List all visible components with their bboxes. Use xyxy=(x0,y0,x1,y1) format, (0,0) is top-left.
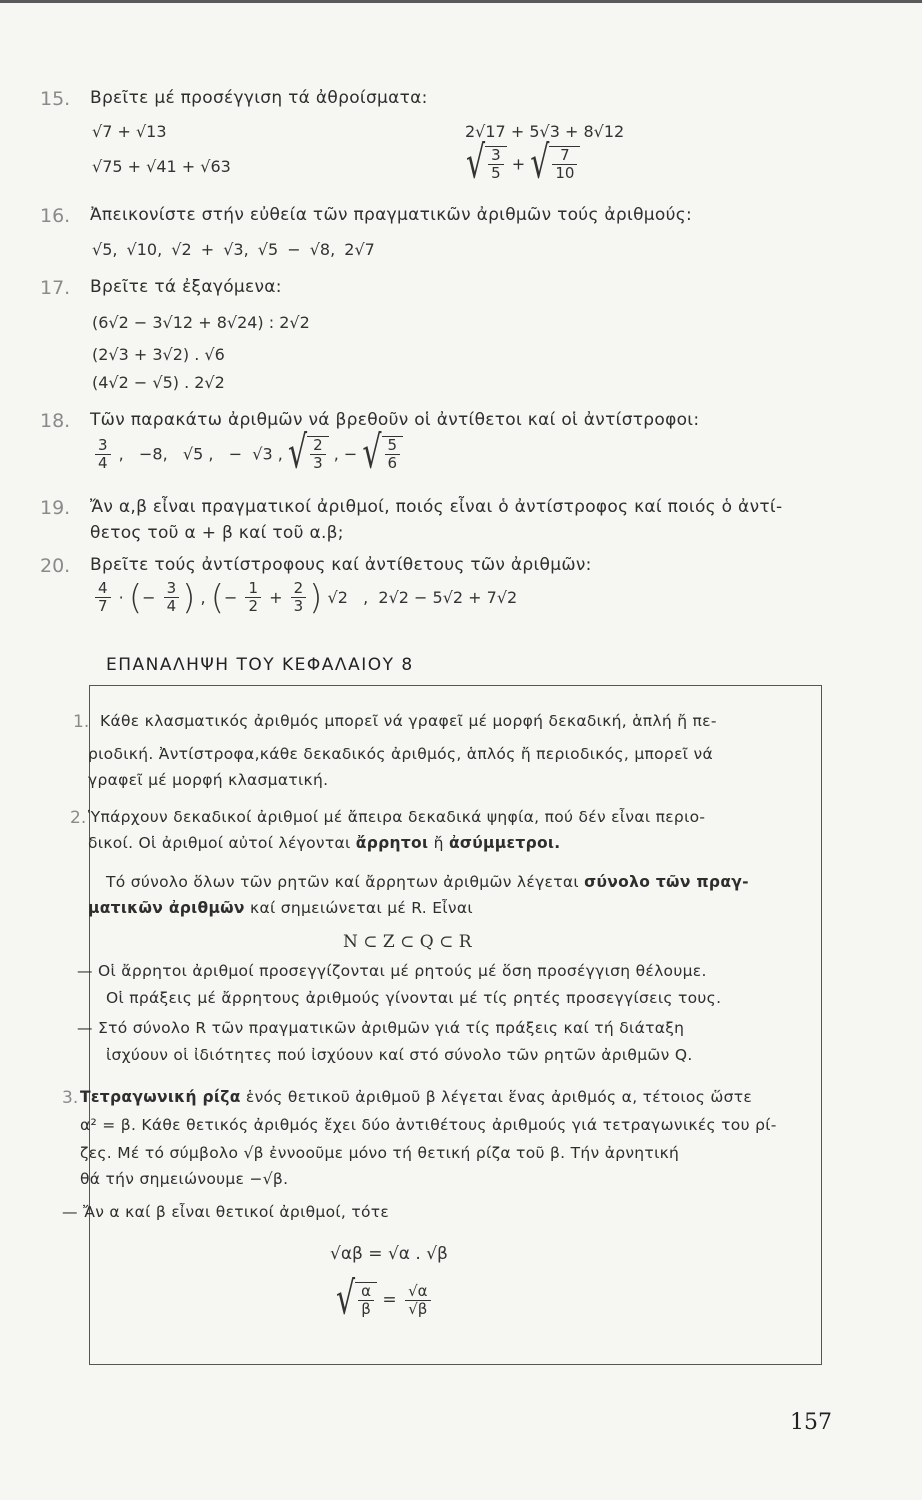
review-point-3-line-2: α² = β. Κάθε θετικός ἀριθμός ἔχει δύο ἀντιθέτους ἀριθμούς γιά τετραγωνικές του ρί- xyxy=(80,1116,777,1134)
exercise-15-number: 15. xyxy=(40,88,71,110)
exercise-15-expr-1: √7 + √13 xyxy=(92,122,167,141)
review-point-3-number: 3. xyxy=(62,1088,79,1108)
review-point-2-dash-2: — Στό σύνολο R τῶν πραγματικῶν ἀριθμῶν γιά τίς πράξεις καί τή διάταξη xyxy=(77,1019,685,1037)
top-edge-rule xyxy=(0,0,922,3)
review-point-2-line-2: δικοί. Οἱ ἀριθμοί αὐτοί λέγονται ἄρρητοι ἤ ἀσύμμετροι. xyxy=(88,834,561,852)
exercise-15-text: Βρεῖτε μέ προσέγγιση τά ἀθροίσματα: xyxy=(90,88,428,108)
exercise-19-text-line-2: θετος τοῦ α + β καί τοῦ α.β; xyxy=(90,523,344,543)
exercise-19-number: 19. xyxy=(40,497,71,519)
review-point-2-line-1: Ὑπάρχουν δεκαδικοί ἀριθμοί μέ ἄπειρα δεκαδικά ψηφία, πού δέν εἶναι περιο- xyxy=(88,808,706,826)
exercise-17-line-2: (2√3 + 3√2) . √6 xyxy=(92,345,225,364)
review-set-chain: N ⊂ Z ⊂ Q ⊂ R xyxy=(343,932,472,952)
review-point-1-line-2: ριοδική. Ἀντίστροφα,κάθε δεκαδικός ἀριθμός, ἁπλός ἤ περιοδικός, μπορεῖ νά xyxy=(88,745,713,763)
review-point-2-dash-1: — Οἱ ἄρρητοι ἀριθμοί προσεγγίζονται μέ ρητούς μέ ὅση προσέγγιση θέλουμε. xyxy=(77,962,707,980)
review-point-3-line-1: Τετραγωνική ρίζα ἑνός θετικοῦ ἀριθμοῦ β λέγεται ἕνας ἀριθμός α, τέτοιος ὥστε xyxy=(80,1088,753,1106)
exercise-16-number: 16. xyxy=(40,205,71,227)
exercise-15-expr-4: √ $\frac{3}{5}$ + √ $\frac{7}{10}$ xyxy=(466,146,580,182)
exercise-18-numbers: $\frac{3}{4}$ , −8, √5 , − √3 , √ $\frac{2}{3}$ , − √ $\frac{5}{6}$ xyxy=(92,436,403,472)
review-point-3-line-4: θά τήν σημειώνουμε −√β. xyxy=(80,1170,289,1188)
exercise-20-number: 20. xyxy=(40,555,71,577)
review-root-product-rule: √αβ = √α . √β xyxy=(330,1244,448,1264)
review-point-1-number: 1. xyxy=(73,712,90,732)
review-heading: ΕΠΑΝΑΛΗΨΗ ΤΟΥ ΚΕΦΑΛΑΙΟΥ 8 xyxy=(106,655,414,675)
review-point-1-line-3: γραφεῖ μέ μορφή κλασματική. xyxy=(88,771,329,789)
exercise-16-text: Ἀπεικονίστε στήν εὐθεία τῶν πραγματικῶν ἀριθμῶν τούς ἀριθμούς: xyxy=(90,205,693,225)
review-root-quotient-rule: √ $\frac{\alpha}{\beta}$ = $\frac{√\alpha}{√\beta}$ xyxy=(336,1282,434,1318)
exercise-19-text-line-1: Ἄν α,β εἶναι πραγματικοί ἀριθμοί, ποιός εἶναι ὁ ἀντίστροφος καί ποιός ὁ ἀντί- xyxy=(90,497,783,517)
exercise-17-text: Βρεῖτε τά ἐξαγόμενα: xyxy=(90,277,282,297)
exercise-17-line-3: (4√2 − √5) . 2√2 xyxy=(92,373,225,392)
exercise-18-number: 18. xyxy=(40,410,71,432)
review-point-2-dash-1-cont: Οἱ πράξεις μέ ἄρρητους ἀριθμούς γίνονται μέ τίς ρητές προσεγγίσεις τους. xyxy=(106,989,722,1007)
review-point-3-line-3: ζες. Μέ τό σύμβολο √β ἐννοοῦμε μόνο τή θετική ρίζα τοῦ β. Τήν ἀρνητική xyxy=(80,1144,680,1162)
review-point-2-line-4: ματικῶν ἀριθμῶν καί σημειώνεται μέ R. Εἶναι xyxy=(88,899,473,917)
review-point-3-dash-1: — Ἄν α καί β εἶναι θετικοί ἀριθμοί, τότε xyxy=(62,1203,390,1221)
exercise-15-expr-3: √75 + √41 + √63 xyxy=(92,157,231,176)
exercise-17-number: 17. xyxy=(40,277,71,299)
review-point-2-line-3: Τό σύνολο ὅλων τῶν ρητῶν καί ἄρρητων ἀριθμῶν λέγεται σύνολο τῶν πραγ- xyxy=(106,873,749,891)
review-point-2-dash-2-cont: ἰσχύουν οἱ ἰδιότητες πού ἰσχύουν καί στό σύνολο τῶν ρητῶν ἀριθμῶν Q. xyxy=(106,1046,693,1064)
exercise-20-expression: $\frac{4}{7}$ · (− $\frac{3}{4}$ ) , (− $\frac{1}{2}$ + $\frac{2}{3}$ ) √2 , 2√2 − 5√2 + 7√2 xyxy=(92,580,517,615)
exercise-18-text: Τῶν παρακάτω ἀριθμῶν νά βρεθοῦν οἱ ἀντίθετοι καί οἱ ἀντίστροφοι: xyxy=(90,410,700,430)
review-point-1-line-1: Κάθε κλασματικός ἀριθμός μπορεῖ νά γραφεῖ μέ μορφή δεκαδική, ἁπλή ἤ πε- xyxy=(100,712,717,730)
page-number: 157 xyxy=(790,1410,832,1435)
exercise-17-line-1: (6√2 − 3√12 + 8√24) : 2√2 xyxy=(92,313,310,332)
review-point-2-number: 2. xyxy=(70,808,87,828)
exercise-20-text: Βρεῖτε τούς ἀντίστροφους καί ἀντίθετους τῶν ἀριθμῶν: xyxy=(90,555,592,575)
exercise-15-expr-2: 2√17 + 5√3 + 8√12 xyxy=(465,122,625,141)
exercise-16-list: √5, √10, √2 + √3, √5 − √8, 2√7 xyxy=(92,240,375,259)
